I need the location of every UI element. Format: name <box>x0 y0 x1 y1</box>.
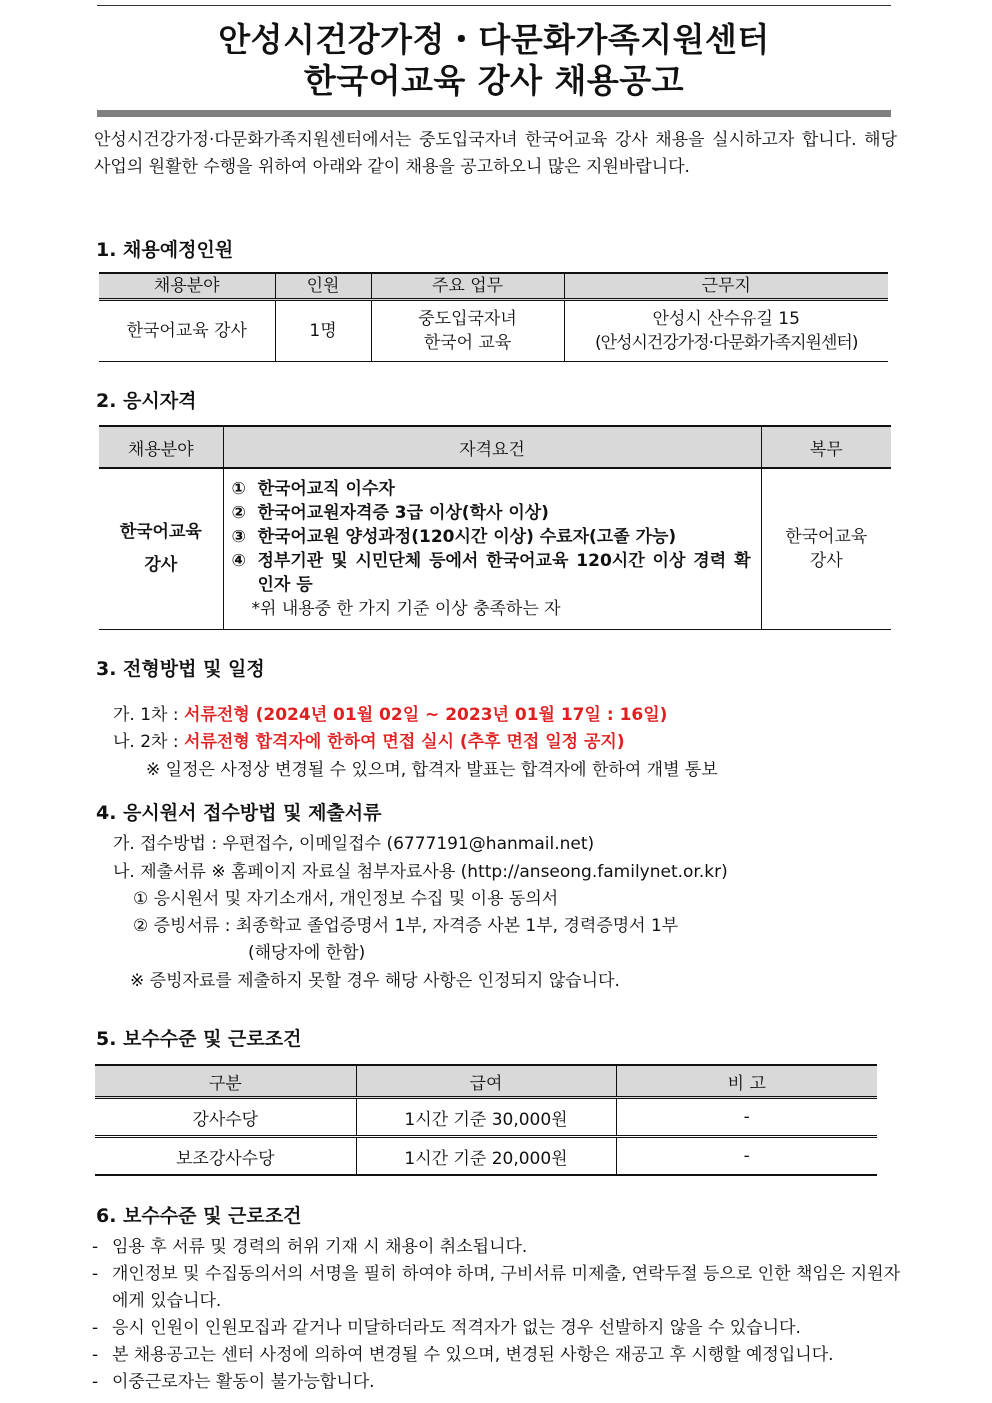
cell-field <box>99 468 223 630</box>
step2-label: 나. 2차 : <box>113 732 185 752</box>
cell-count: 1명 <box>275 300 371 362</box>
cell-requirements <box>223 468 761 630</box>
submission-docs: 나. 제출서류 ※ 홈페이지 자료실 첨부자료사용 (http://anseong.familynet.or.kr) <box>113 862 728 882</box>
header-duty: 주요 업무 <box>371 273 564 300</box>
qualification-list <box>224 469 761 629</box>
page-title-line1: 안성시건강가정・다문화가족지원센터 <box>218 20 770 59</box>
table-row <box>99 300 888 362</box>
item-text: 응시 인원이 인원모집과 같거나 미달하더라도 적격자가 없는 경우 선발하지 않을 수 있습니다. <box>112 1318 801 1338</box>
header-count: 인원 <box>275 273 371 300</box>
item-number: ① <box>231 479 246 499</box>
recruitment-table <box>99 272 888 362</box>
duty-line2: 한국어 교육 <box>423 333 512 353</box>
field-line2: 강사 <box>144 555 178 575</box>
docs-note: ※ 증빙자료를 제출하지 못할 경우 해당 사항은 인정되지 않습니다. <box>130 971 620 991</box>
header-remark: 비 고 <box>616 1065 877 1098</box>
doc-item-2: ② 증빙서류 : 최종학교 졸업증명서 1부, 자격증 사본 1부, 경력증명서 1부 <box>133 916 679 936</box>
dash: - <box>92 1372 99 1392</box>
section1-heading: 1. 채용예정인원 <box>96 239 234 261</box>
field-line1: 한국어교육 <box>119 522 202 542</box>
step2-value: 서류전형 합격자에 한하여 면접 실시 (추후 면접 일정 공지) <box>184 732 625 752</box>
list-item <box>92 1369 900 1396</box>
item-text: 한국어교직 이수자 <box>257 479 395 499</box>
list-item <box>92 1261 900 1315</box>
place-line2: (안성시건강가정·다문화가족지원센터) <box>595 333 858 353</box>
section3-heading: 3. 전형방법 및 일정 <box>96 658 265 680</box>
item-text: 본 채용공고는 센터 사정에 의하여 변경될 수 있으며, 변경된 사항은 재공고 후 시행할 예정입니다. <box>112 1345 834 1365</box>
pay-table <box>95 1064 877 1176</box>
qualification-note: *위 내용중 한 가지 기준 이상 충족하는 자 <box>251 599 561 619</box>
item-number: ④ <box>231 551 246 571</box>
item-text: 한국어교원 양성과정(120시간 이상) 수료자(고졸 가능) <box>257 527 677 547</box>
section6-heading: 6. 보수수준 및 근로조건 <box>96 1205 302 1227</box>
list-item <box>232 501 751 525</box>
list-item <box>232 525 751 549</box>
list-item <box>92 1234 900 1261</box>
doc-item-2-cont: (해당자에 한함) <box>248 943 366 963</box>
cell-remark: - <box>616 1137 877 1176</box>
notice-list <box>92 1234 900 1396</box>
list-item <box>92 1315 900 1342</box>
header-requirements: 자격요건 <box>223 426 761 468</box>
title-divider <box>97 110 891 117</box>
cell-remark: - <box>616 1098 877 1137</box>
dash: - <box>92 1237 99 1257</box>
doc-item-1: ① 응시원서 및 자기소개서, 개인정보 수집 및 이용 동의서 <box>133 889 559 909</box>
item-text: 임용 후 서류 및 경력의 허위 기재 시 채용이 취소됩니다. <box>112 1237 528 1257</box>
item-number: ③ <box>231 527 246 547</box>
page-title-line2: 한국어교육 강사 채용공고 <box>303 61 685 100</box>
list-item <box>232 477 751 501</box>
item-text: 이중근로자는 활동이 불가능합니다. <box>112 1372 375 1392</box>
section4-heading: 4. 응시원서 접수방법 및 제출서류 <box>96 802 382 824</box>
list-item <box>232 549 751 597</box>
service-line2: 강사 <box>809 551 843 571</box>
list-item <box>92 1342 900 1369</box>
table-row <box>95 1137 877 1176</box>
table-row <box>95 1098 877 1137</box>
schedule-note: ※ 일정은 사정상 변경될 수 있으며, 합격자 발표는 합격자에 한하여 개별 통보 <box>146 760 718 780</box>
item-text: 정부기관 및 시민단체 등에서 한국어교육 120시간 이상 경력 확인자 등 <box>257 551 751 595</box>
table-row <box>99 468 891 630</box>
dash: - <box>92 1318 99 1338</box>
item-text: 개인정보 및 수집동의서의 서명을 필히 하여야 하며, 구비서류 미제출, 연락두절 등으로 인한 책임은 지원자에게 있습니다. <box>112 1264 900 1311</box>
header-pay: 급여 <box>356 1065 616 1098</box>
header-field: 채용분야 <box>99 273 275 300</box>
item-number: ② <box>231 503 246 523</box>
qualification-table <box>99 425 891 630</box>
top-rule <box>97 5 891 6</box>
cell-field: 한국어교육 강사 <box>99 300 275 362</box>
schedule-step2 <box>113 730 625 754</box>
submission-method: 가. 접수방법 : 우편접수, 이메일접수 (6777191@hanmail.net) <box>113 834 595 854</box>
step1-label: 가. 1차 : <box>113 705 185 725</box>
cell-pay: 1시간 기준 30,000원 <box>356 1098 616 1137</box>
step1-value: 서류전형 (2024년 01월 02일 ~ 2023년 01월 17일 : 16일) <box>184 705 668 725</box>
header-field: 채용분야 <box>99 426 223 468</box>
cell-duty <box>371 300 564 362</box>
cell-pay: 1시간 기준 20,000원 <box>356 1137 616 1176</box>
header-type: 구분 <box>95 1065 356 1098</box>
dash: - <box>92 1345 99 1365</box>
section5-heading: 5. 보수수준 및 근로조건 <box>96 1028 302 1050</box>
cell-service <box>761 468 891 630</box>
service-line1: 한국어교육 <box>785 527 868 547</box>
intro-paragraph: 안성시건강가정·다문화가족지원센터에서는 중도입국자녀 한국어교육 강사 채용을 실시하고자 합니다. 해당 사업의 원활한 수행을 위하여 아래와 같이 채용을 공고하오니 많은 지원바랍니다. <box>94 130 897 177</box>
dash: - <box>92 1264 99 1284</box>
cell-type: 보조강사수당 <box>95 1137 356 1176</box>
schedule-step1 <box>113 703 667 727</box>
cell-place <box>564 300 888 362</box>
place-line1: 안성시 산수유길 15 <box>652 309 800 329</box>
header-place: 근무지 <box>564 273 888 300</box>
header-service: 복무 <box>761 426 891 468</box>
cell-type: 강사수당 <box>95 1098 356 1137</box>
duty-line1: 중도입국자녀 <box>418 309 517 329</box>
item-text: 한국어교원자격증 3급 이상(학사 이상) <box>257 503 549 523</box>
section2-heading: 2. 응시자격 <box>96 390 197 412</box>
